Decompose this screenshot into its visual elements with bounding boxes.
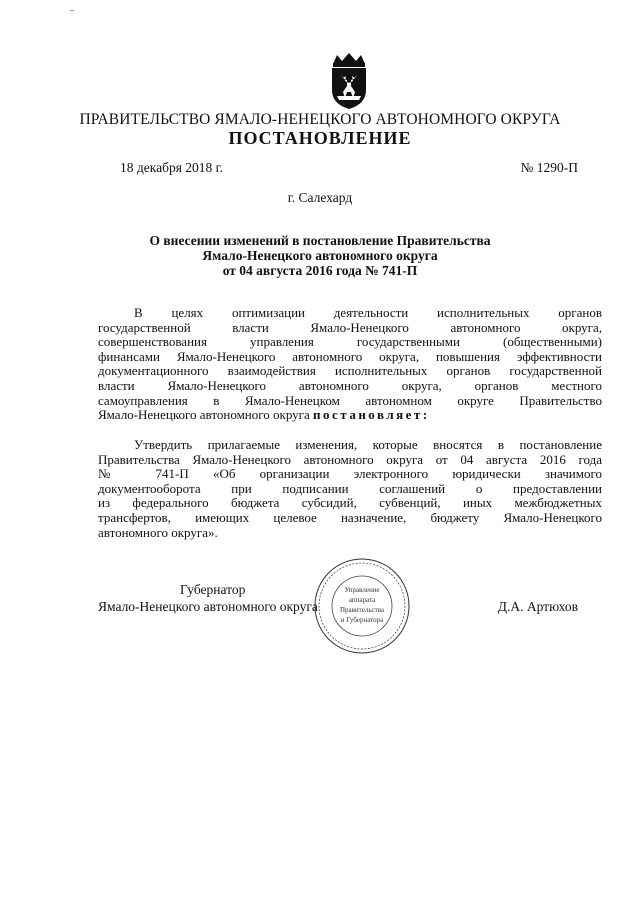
- coat-of-arms-icon: [327, 52, 371, 110]
- text-line: из федерального бюджета субсидий, субвенций, иных межбюджетных: [98, 495, 602, 511]
- paragraph-preamble: [98, 306, 602, 423]
- text-line: трансфертов, имеющих целевое назначение, бюджету Ямало-Ненецкого: [98, 509, 602, 525]
- resolve-word: постановляет:: [313, 407, 430, 423]
- text-line: документооборота при подписании соглашений о предоставлении: [98, 480, 602, 496]
- document-type: ПОСТАНОВЛЕНИЕ: [228, 128, 412, 148]
- text-line: совершенствования управления государственными (общественными): [98, 334, 602, 350]
- text-line: самоуправления в Ямало-Ненецком автономном округе Правительство: [98, 392, 602, 408]
- scan-mark: [70, 10, 74, 11]
- text-line: [98, 408, 602, 423]
- seal-text: Управление: [344, 586, 380, 594]
- text-line: № 741-П «Об организации электронного юридически значимого: [98, 466, 602, 482]
- document-date: 18 декабря 2018 г.: [120, 160, 224, 175]
- official-stamp-icon: [312, 556, 412, 656]
- title-line: Ямало-Ненецкого автономного округа: [202, 248, 438, 263]
- text-line: власти Ямало-Ненецкого автономного округа, органов местного: [98, 377, 602, 393]
- seal-text: Правительства: [339, 606, 385, 614]
- text-line: автономного округа».: [98, 524, 218, 540]
- signatory-organization: Ямало-Ненецкого автономного округа: [98, 599, 318, 614]
- paragraph-resolution: [98, 438, 602, 540]
- seal-text: и Губернатора: [340, 616, 384, 624]
- signatory-name: Д.А. Артюхов: [497, 599, 578, 614]
- text-line: документационного взаимодействия исполнительных органов государственной: [98, 363, 602, 379]
- document-number: № 1290-П: [520, 160, 578, 175]
- text-line: В целях оптимизации деятельности исполнительных органов: [134, 305, 602, 320]
- document-city: г. Салехард: [287, 190, 353, 205]
- title-line: О внесении изменений в постановление Правительства: [149, 233, 491, 248]
- text-fragment: Ямало-Ненецкого автономного округа: [98, 407, 310, 423]
- signatory-position: Губернатор: [180, 582, 246, 597]
- title-line: от 04 августа 2016 года № 741-П: [222, 263, 418, 278]
- document-title: [0, 233, 640, 278]
- text-line: Правительства Ямало-Ненецкого автономного округа от 04 августа 2016 года: [98, 451, 602, 467]
- text-line: финансами Ямало-Ненецкого автономного округа, повышения эффективности: [98, 348, 602, 364]
- government-name: ПРАВИТЕЛЬСТВО ЯМАЛО-НЕНЕЦКОГО АВТОНОМНОГО ОКРУГА: [79, 111, 561, 128]
- text-line: Утвердить прилагаемые изменения, которые вносятся в постановление: [134, 437, 602, 452]
- seal-text: аппарата: [348, 596, 376, 604]
- text-line: государственной власти Ямало-Ненецкого автономного округа,: [98, 319, 602, 335]
